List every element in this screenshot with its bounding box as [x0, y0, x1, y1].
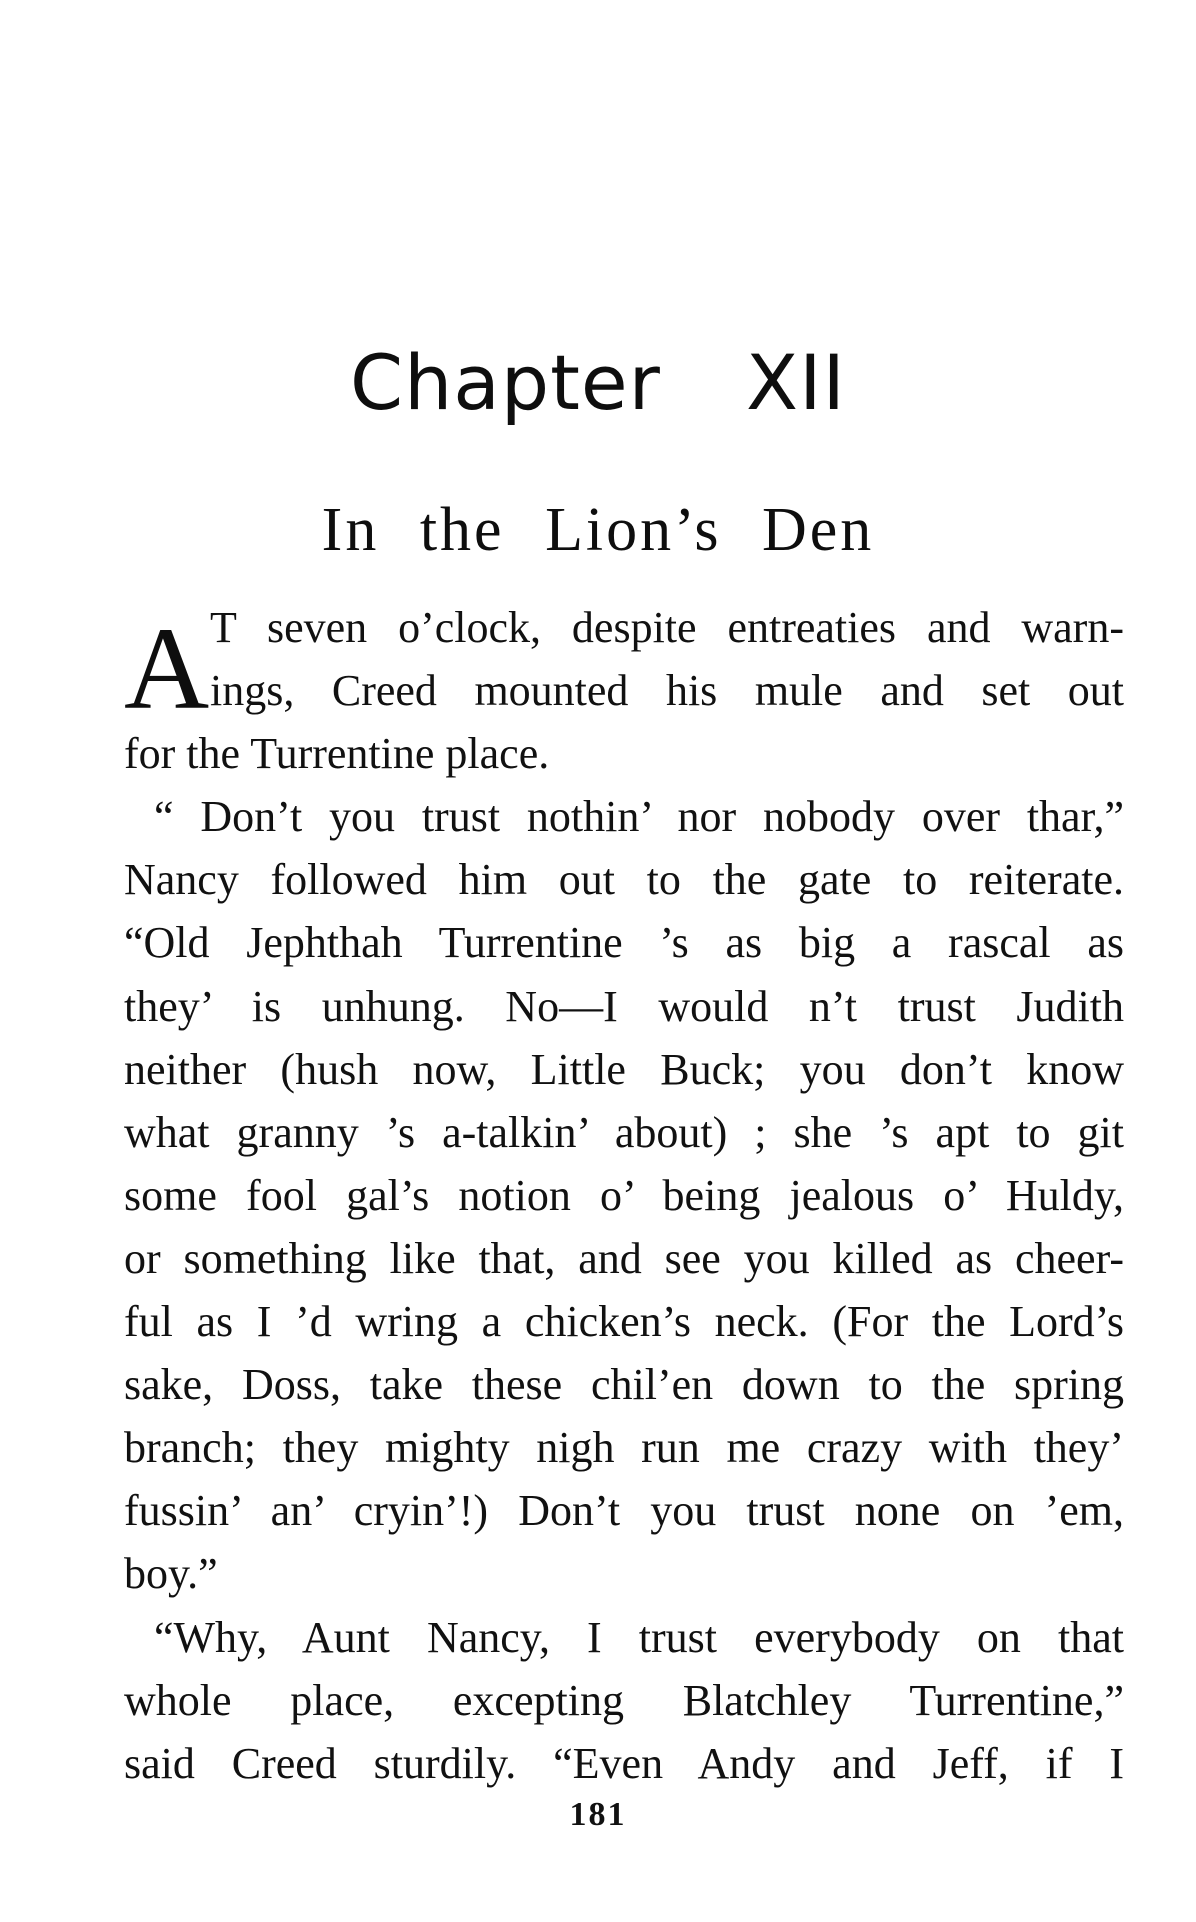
text-line: “Why, Aunt Nancy, I trust everybody on that [154, 1612, 1124, 1662]
page-number: 181 [569, 1796, 627, 1833]
text-line: some fool gal’s notion o’ being jealous o’ Huldy, [124, 1170, 1124, 1220]
text-line: Nancy followed him out to the gate to reiterate. [124, 855, 1124, 905]
text-line: or something like that, and see you killed as cheer- [124, 1233, 1124, 1283]
text-line: fussin’ an’ cryin’!) Don’t you trust none on ’em, [124, 1486, 1124, 1536]
text-line: ful as I ’d wring a chicken’s neck. (For the Lord’s [124, 1297, 1124, 1347]
body-text [124, 596, 1124, 1795]
text-line: T seven o’clock, despite entreaties and warn- [210, 603, 1124, 652]
text-line: said Creed sturdily. “Even Andy and Jeff, if I [124, 1738, 1124, 1788]
text-line: sake, Doss, take these chil’en down to the spring [124, 1360, 1124, 1410]
drop-cap: A [124, 603, 210, 734]
text-line: ings, Creed mounted his mule and set out [210, 666, 1124, 716]
text-line: neither (hush now, Little Buck; you don’t know [124, 1044, 1124, 1094]
text-line: for the Turrentine place. [124, 729, 550, 779]
text-line: “ Don’t you trust nothin’ nor nobody over thar,” [154, 792, 1124, 842]
chapter-heading: Chapter XII [350, 338, 846, 427]
chapter-title: In the Lion’s Den [321, 496, 875, 564]
text-line: “Old Jephthah Turrentine ’s as big a rascal as [124, 918, 1124, 968]
text-line: whole place, excepting Blatchley Turrentine,” [124, 1675, 1124, 1725]
text-line: branch; they mighty nigh run me crazy with they’ [124, 1423, 1124, 1473]
text-line: boy.” [124, 1549, 218, 1599]
text-line: they’ is unhung. No—I would n’t trust Judith [124, 981, 1124, 1031]
text-line: what granny ’s a-talkin’ about) ; she ’s apt to git [124, 1107, 1124, 1157]
